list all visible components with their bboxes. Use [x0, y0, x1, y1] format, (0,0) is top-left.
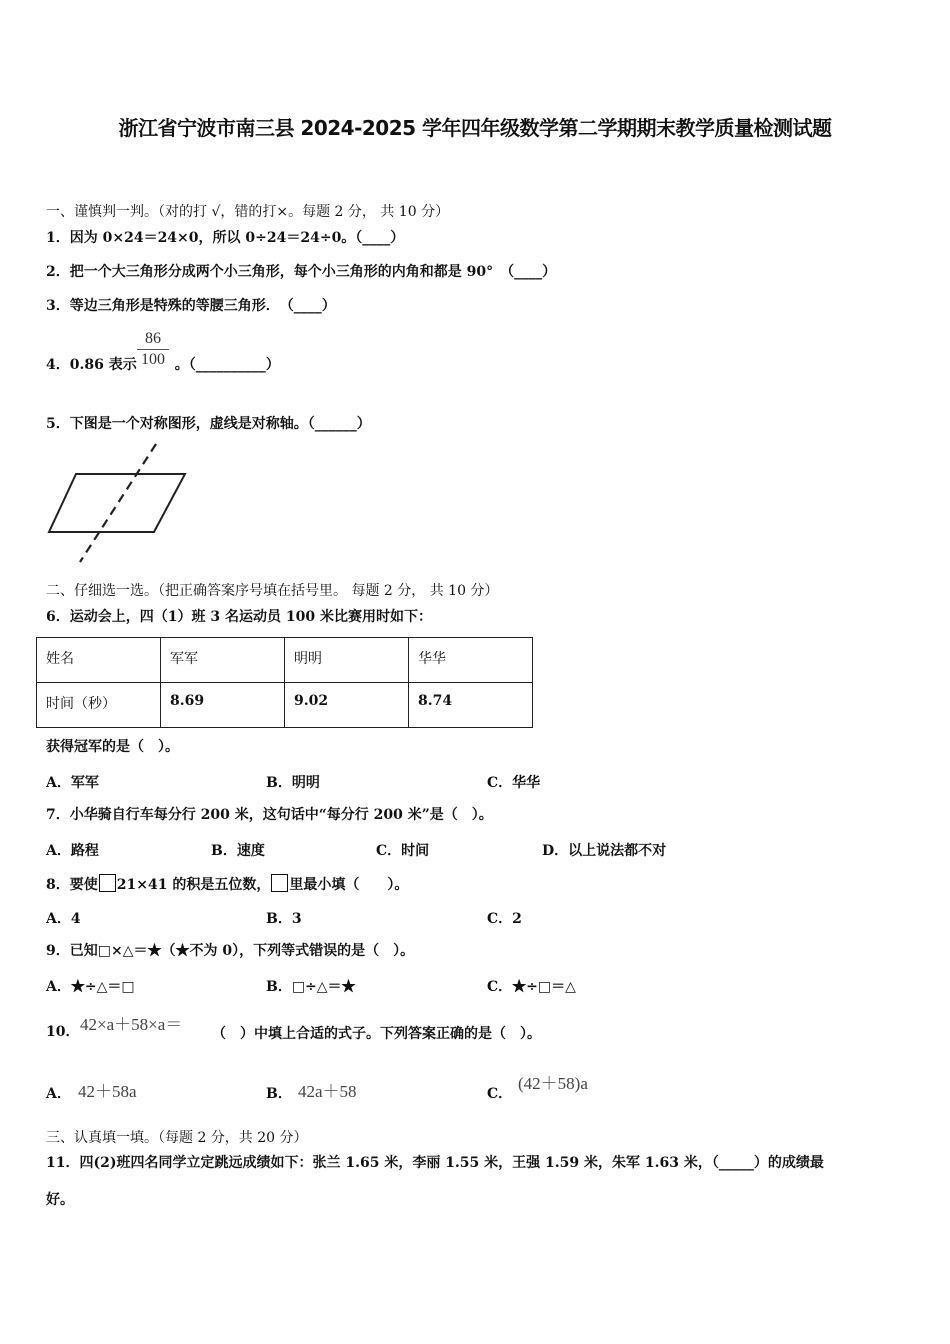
table-header-cell: 明明 [285, 638, 409, 683]
table-cell: 8.74 [409, 683, 533, 728]
question-2: 2．把一个大三角形分成两个小三角形，每个小三角形的内角和都是 90° （____） [46, 264, 557, 280]
table-cell: 8.69 [161, 683, 285, 728]
question-1: 1．因为 0×24＝24×0，所以 0÷24＝24÷0。（____） [46, 230, 405, 246]
question-6: 6．运动会上，四（1）班 3 名运动员 100 米比赛用时如下： [46, 609, 432, 625]
option-a-label: A． [46, 1086, 71, 1102]
blank-box-icon [271, 874, 288, 892]
question-5: 5．下图是一个对称图形，虚线是对称轴。（______） [46, 416, 371, 432]
table-row [37, 638, 533, 683]
option-b: B．□÷△＝★ [266, 979, 356, 995]
question-11-line-2: 好。 [46, 1192, 74, 1208]
parallelogram-figure [44, 440, 194, 565]
section-1-heading: 一、谨慎判一判。（对的打 √，错的打×。每题 2 分， 共 10 分） [46, 204, 450, 220]
section-3-heading: 三、认真填一填。（每题 2 分，共 20 分） [46, 1130, 308, 1146]
table-cell: 9.02 [285, 683, 409, 728]
option-c: C．华华 [487, 775, 541, 791]
question-8-part-a: 8．要使 [46, 877, 98, 893]
option-a: A．★÷△＝□ [46, 979, 135, 995]
option-c: C．时间 [376, 843, 430, 859]
option-c-label: C． [487, 1086, 513, 1102]
option-c: C．2 [487, 911, 522, 927]
option-a: A．军军 [46, 775, 99, 791]
question-6-ask: 获得冠军的是（ ）。 [46, 739, 179, 755]
option-a: A．4 [46, 911, 81, 927]
table-cell: 时间（秒） [37, 683, 161, 728]
question-7: 7．小华骑自行车每分行 200 米，这句话中“每分行 200 米”是（ ）。 [46, 807, 493, 823]
blank-box-icon [99, 874, 116, 892]
table-row [37, 683, 533, 728]
option-a: A．路程 [46, 843, 99, 859]
question-4-prefix: 4．0.86 表示 [46, 357, 137, 373]
option-b: B．明明 [266, 775, 320, 791]
option-b: B．3 [266, 911, 302, 927]
question-8 [46, 874, 408, 894]
fraction-denominator: 100 [141, 351, 165, 368]
table-header-cell: 姓名 [37, 638, 161, 683]
option-b: B．速度 [211, 843, 265, 859]
fraction-numerator: 86 [145, 330, 161, 347]
page-title: 浙江省宁波市南三县 2024-2025 学年四年级数学第二学期期末教学质量检测试题 [118, 116, 832, 140]
option-d: D．以上说法都不对 [542, 843, 667, 859]
race-time-table [36, 637, 533, 728]
fraction-86-100 [137, 330, 169, 369]
option-c-expression: (42＋58)a [518, 1074, 588, 1093]
table-header-cell: 华华 [409, 638, 533, 683]
question-11-line-1: 11．四(2)班四名同学立定跳远成绩如下：张兰 1.65 米，李丽 1.55 米，王强 1.59 米，朱军 1.63 米，（_____）的成绩最 [46, 1155, 824, 1171]
symmetry-axis-dashed-line [80, 444, 156, 562]
option-a-expression: 42＋58a [78, 1082, 137, 1101]
parallelogram-shape [49, 474, 185, 532]
question-10-text: （ ）中填上合适的式子。下列答案正确的是（ ）。 [212, 1026, 541, 1042]
question-10-expression: 42×a＋58×a＝ [80, 1015, 183, 1034]
question-3: 3．等边三角形是特殊的等腰三角形． （____） [46, 298, 336, 314]
table-header-cell: 军军 [161, 638, 285, 683]
question-9: 9．已知□×△＝★（★不为 0），下列等式错误的是（ ）。 [46, 943, 415, 959]
question-4-suffix: 。（__________） [174, 357, 280, 373]
option-b-expression: 42a＋58 [298, 1082, 357, 1101]
question-8-part-c: 里最小填（ ）。 [289, 877, 409, 893]
question-8-part-b: 21×41 的积是五位数， [116, 877, 271, 893]
option-c: C．★÷□＝△ [487, 979, 576, 995]
section-2-heading: 二、仔细选一选。（把正确答案序号填在括号里。 每题 2 分， 共 10 分） [46, 583, 499, 599]
option-b-label: B． [266, 1086, 292, 1102]
question-10-number: 10． [46, 1024, 80, 1040]
